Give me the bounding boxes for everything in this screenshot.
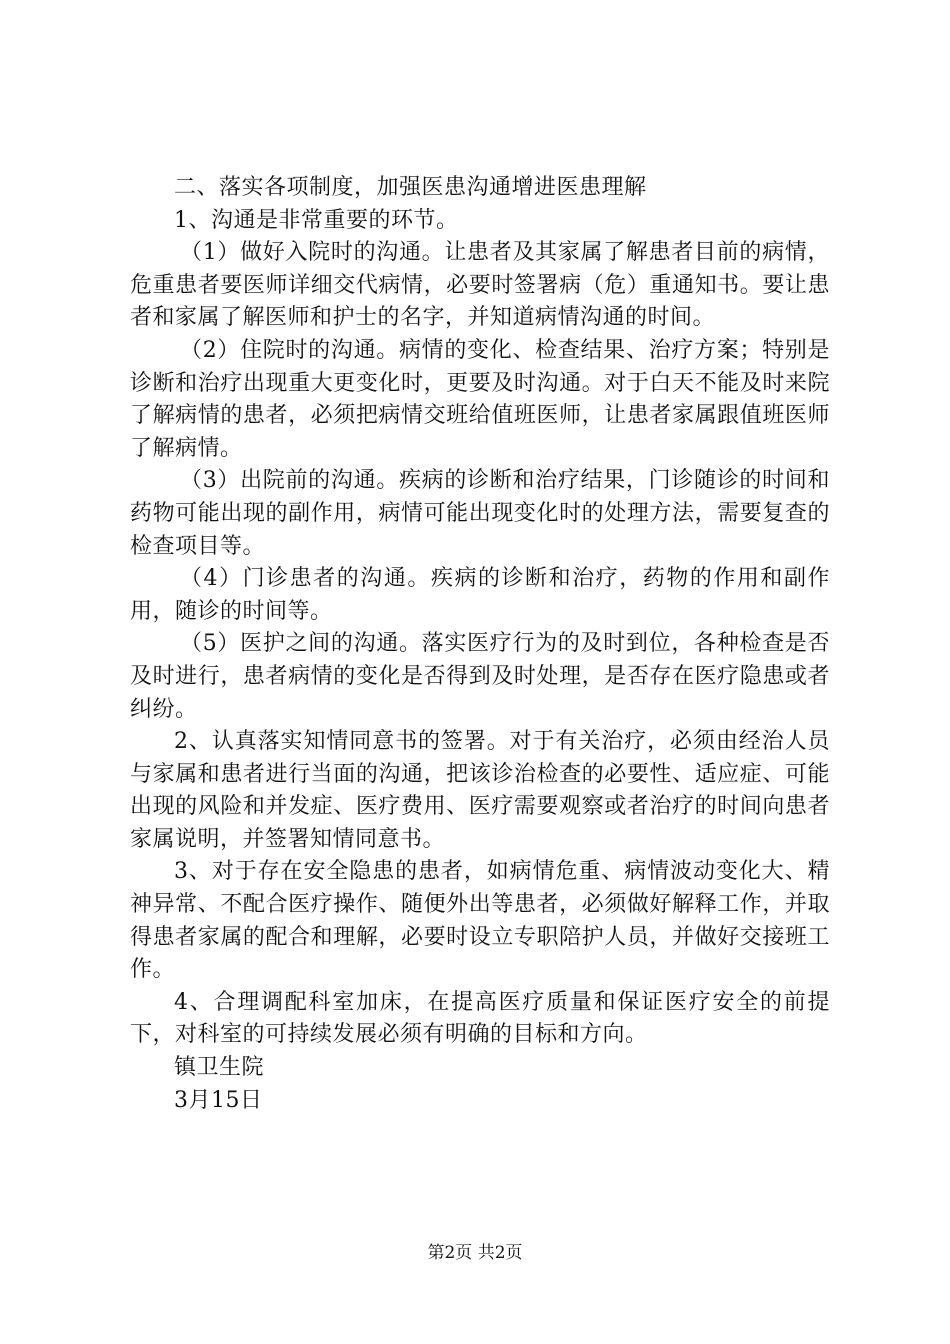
sub-item-3: （3）出院前的沟通。疾病的诊断和治疗结果，门诊随诊的时间和药物可能出现的副作用，病情可能出现变化时的处理方法，需要复查的检查项目等。 (130, 468, 830, 559)
point-2: 2、认真落实知情同意书的签署。对于有关治疗，必须由经治人员与家属和患者进行当面的沟通，把该诊治检查的必要性、适应症、可能出现的风险和并发症、医疗费用、医疗需要观察或者治疗的时间向患者家属说明，并签署知情同意书。 (130, 729, 830, 852)
date: 3月15日 (174, 1087, 263, 1113)
signature: 镇卫生院 (174, 1055, 265, 1081)
page-footer: 第2页 共2页 (427, 1243, 523, 1263)
point-1-title: 1、沟通是非常重要的环节。 (174, 207, 459, 233)
sub-item-1: （1）做好入院时的沟通。让患者及其家属了解患者目前的病情，危重患者要医师详细交代病情，必要时签署病（危）重通知书。要让患者和家属了解医师和护士的名字，并知道病情沟通的时间。 (130, 240, 830, 331)
point-3: 3、对于存在安全隐患的患者，如病情危重、病情波动变化大、精神异常、不配合医疗操作、随便外出等患者，必须做好解释工作，并取得患者家属的配合和理解，必要时设立专职陪护人员，并做好交接班工作。 (130, 859, 830, 983)
section-heading: 二、落实各项制度，加强医患沟通增进医患理解 (174, 175, 647, 200)
sub-item-5: （5）医护之间的沟通。落实医疗行为的及时到位，各种检查是否及时进行，患者病情的变化是否得到及时处理，是否存在医疗隐患或者纠纷。 (130, 631, 830, 722)
sub-item-4: （4）门诊患者的沟通。疾病的诊断和治疗，药物的作用和副作用，随诊的时间等。 (130, 566, 830, 624)
sub-item-2: （2）住院时的沟通。病情的变化、检查结果、治疗方案；特别是诊断和治疗出现重大更变化时，更要及时沟通。对于白天不能及时来院了解病情的患者，必须把病情交班给值班医师，让患者家属跟值班医师了解病情。 (130, 337, 830, 461)
document-body (130, 172, 830, 1117)
point-4: 4、合理调配科室加床，在提高医疗质量和保证医疗安全的前提下，对科室的可持续发展必须有明确的目标和方向。 (130, 989, 830, 1048)
